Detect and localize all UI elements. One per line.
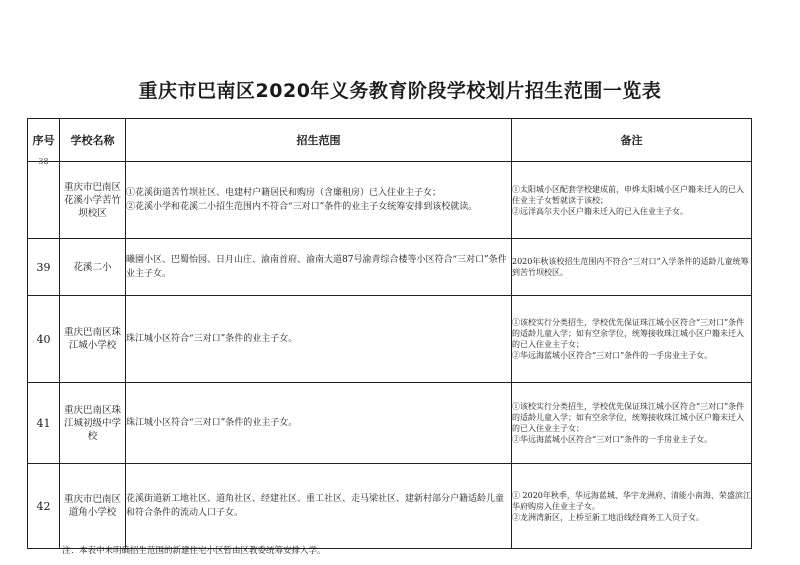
header-seq: 序号 <box>28 119 60 162</box>
header-range: 招生范围 <box>126 119 512 162</box>
row-seq: 38 <box>38 157 49 166</box>
row-range: 花溪街道新工地社区、道角社区、经建社区、重工社区、走马梁社区、建新村部分户籍适龄儿童和符合条件的流动人口子女。 <box>126 464 512 549</box>
footnote: 注：本表中未明确招生范围的新建住宅小区暂由区教委统筹安排入学。 <box>62 546 326 556</box>
row-range: 珠江城小区符合“三对口”条件的业主子女。 <box>126 383 512 464</box>
row-seq: 39 <box>28 239 60 296</box>
row-range: 珠江城小区符合“三对口”条件的业主子女。 <box>126 296 512 383</box>
row-note: ①该校实行分类招生，学校优先保证珠江城小区符合“三对口”条件的适龄儿童入学；如有空余学位，统筹接收珠江城小区户籍未迁入的已入住业主子女； ②华远海蓝城小区符合“三对口”条件的一手房业主子女。 <box>512 296 752 383</box>
row-note: ① 2020年秋季，华远海蓝城、华宇龙洲府、清能小南海、荣盛滨江华府购房入住业主子女。 ②龙洲湾新区，上桥至新工地沿线经商务工人员子女。 <box>512 464 752 549</box>
row-school: 花溪二小 <box>60 239 126 296</box>
row-school: 重庆市巴南区道角小学校 <box>60 464 126 549</box>
table-row <box>28 464 752 549</box>
row-note: ①太阳城小区配套学校建成前，申烨太阳城小区户籍未迁入的已入住业主子女暂就读于该校； ②远洋高尔夫小区户籍未迁入的已入住业主子女。 <box>512 162 752 239</box>
header-school: 学校名称 <box>60 119 126 162</box>
row-range: 曦園小区、巴蜀怡园、日月山庄、渝南首府、渝南大道87号渝青综合楼等小区符合“三对口”条件业主子女。 <box>126 239 512 296</box>
row-school: 重庆巴南区珠江城初级中学校 <box>60 383 126 464</box>
row-note: 2020年秋该校招生范围内不符合“三对口”入学条件的适龄儿童统筹到苦竹坝校区。 <box>512 239 752 296</box>
row-school: 重庆巴南区珠江城小学校 <box>60 296 126 383</box>
table-header-row <box>28 119 752 162</box>
row-seq: 40 <box>28 296 60 383</box>
row-seq: 41 <box>28 383 60 464</box>
enrollment-table <box>27 118 752 549</box>
table-row <box>28 239 752 296</box>
table-row <box>28 162 752 239</box>
table-row <box>28 296 752 383</box>
row-range: ①花溪街道苦竹坝社区、电建村户籍居民和购房（含廉租房）已入住业主子女； ②花溪小学和花溪二小招生范围内不符合“三对口”条件的业主子女统筹安排到该校就读。 <box>126 162 512 239</box>
row-seq-cell <box>28 157 60 239</box>
row-school: 重庆市巴南区花溪小学苦竹坝校区 <box>60 162 126 239</box>
document-title: 重庆市巴南区2020年义务教育阶段学校划片招生范围一览表 <box>138 80 662 102</box>
row-note: ①该校实行分类招生，学校优先保证珠江城小区符合“三对口”条件的适龄儿童入学；如有空余学位，统筹接收珠江城小区户籍未迁入的已入住业主子女； ②华远海蓝城小区符合“三对口”条件的一手房业主子女。 <box>512 383 752 464</box>
row-seq: 42 <box>28 464 60 549</box>
header-note: 备注 <box>512 119 752 162</box>
table-row <box>28 383 752 464</box>
